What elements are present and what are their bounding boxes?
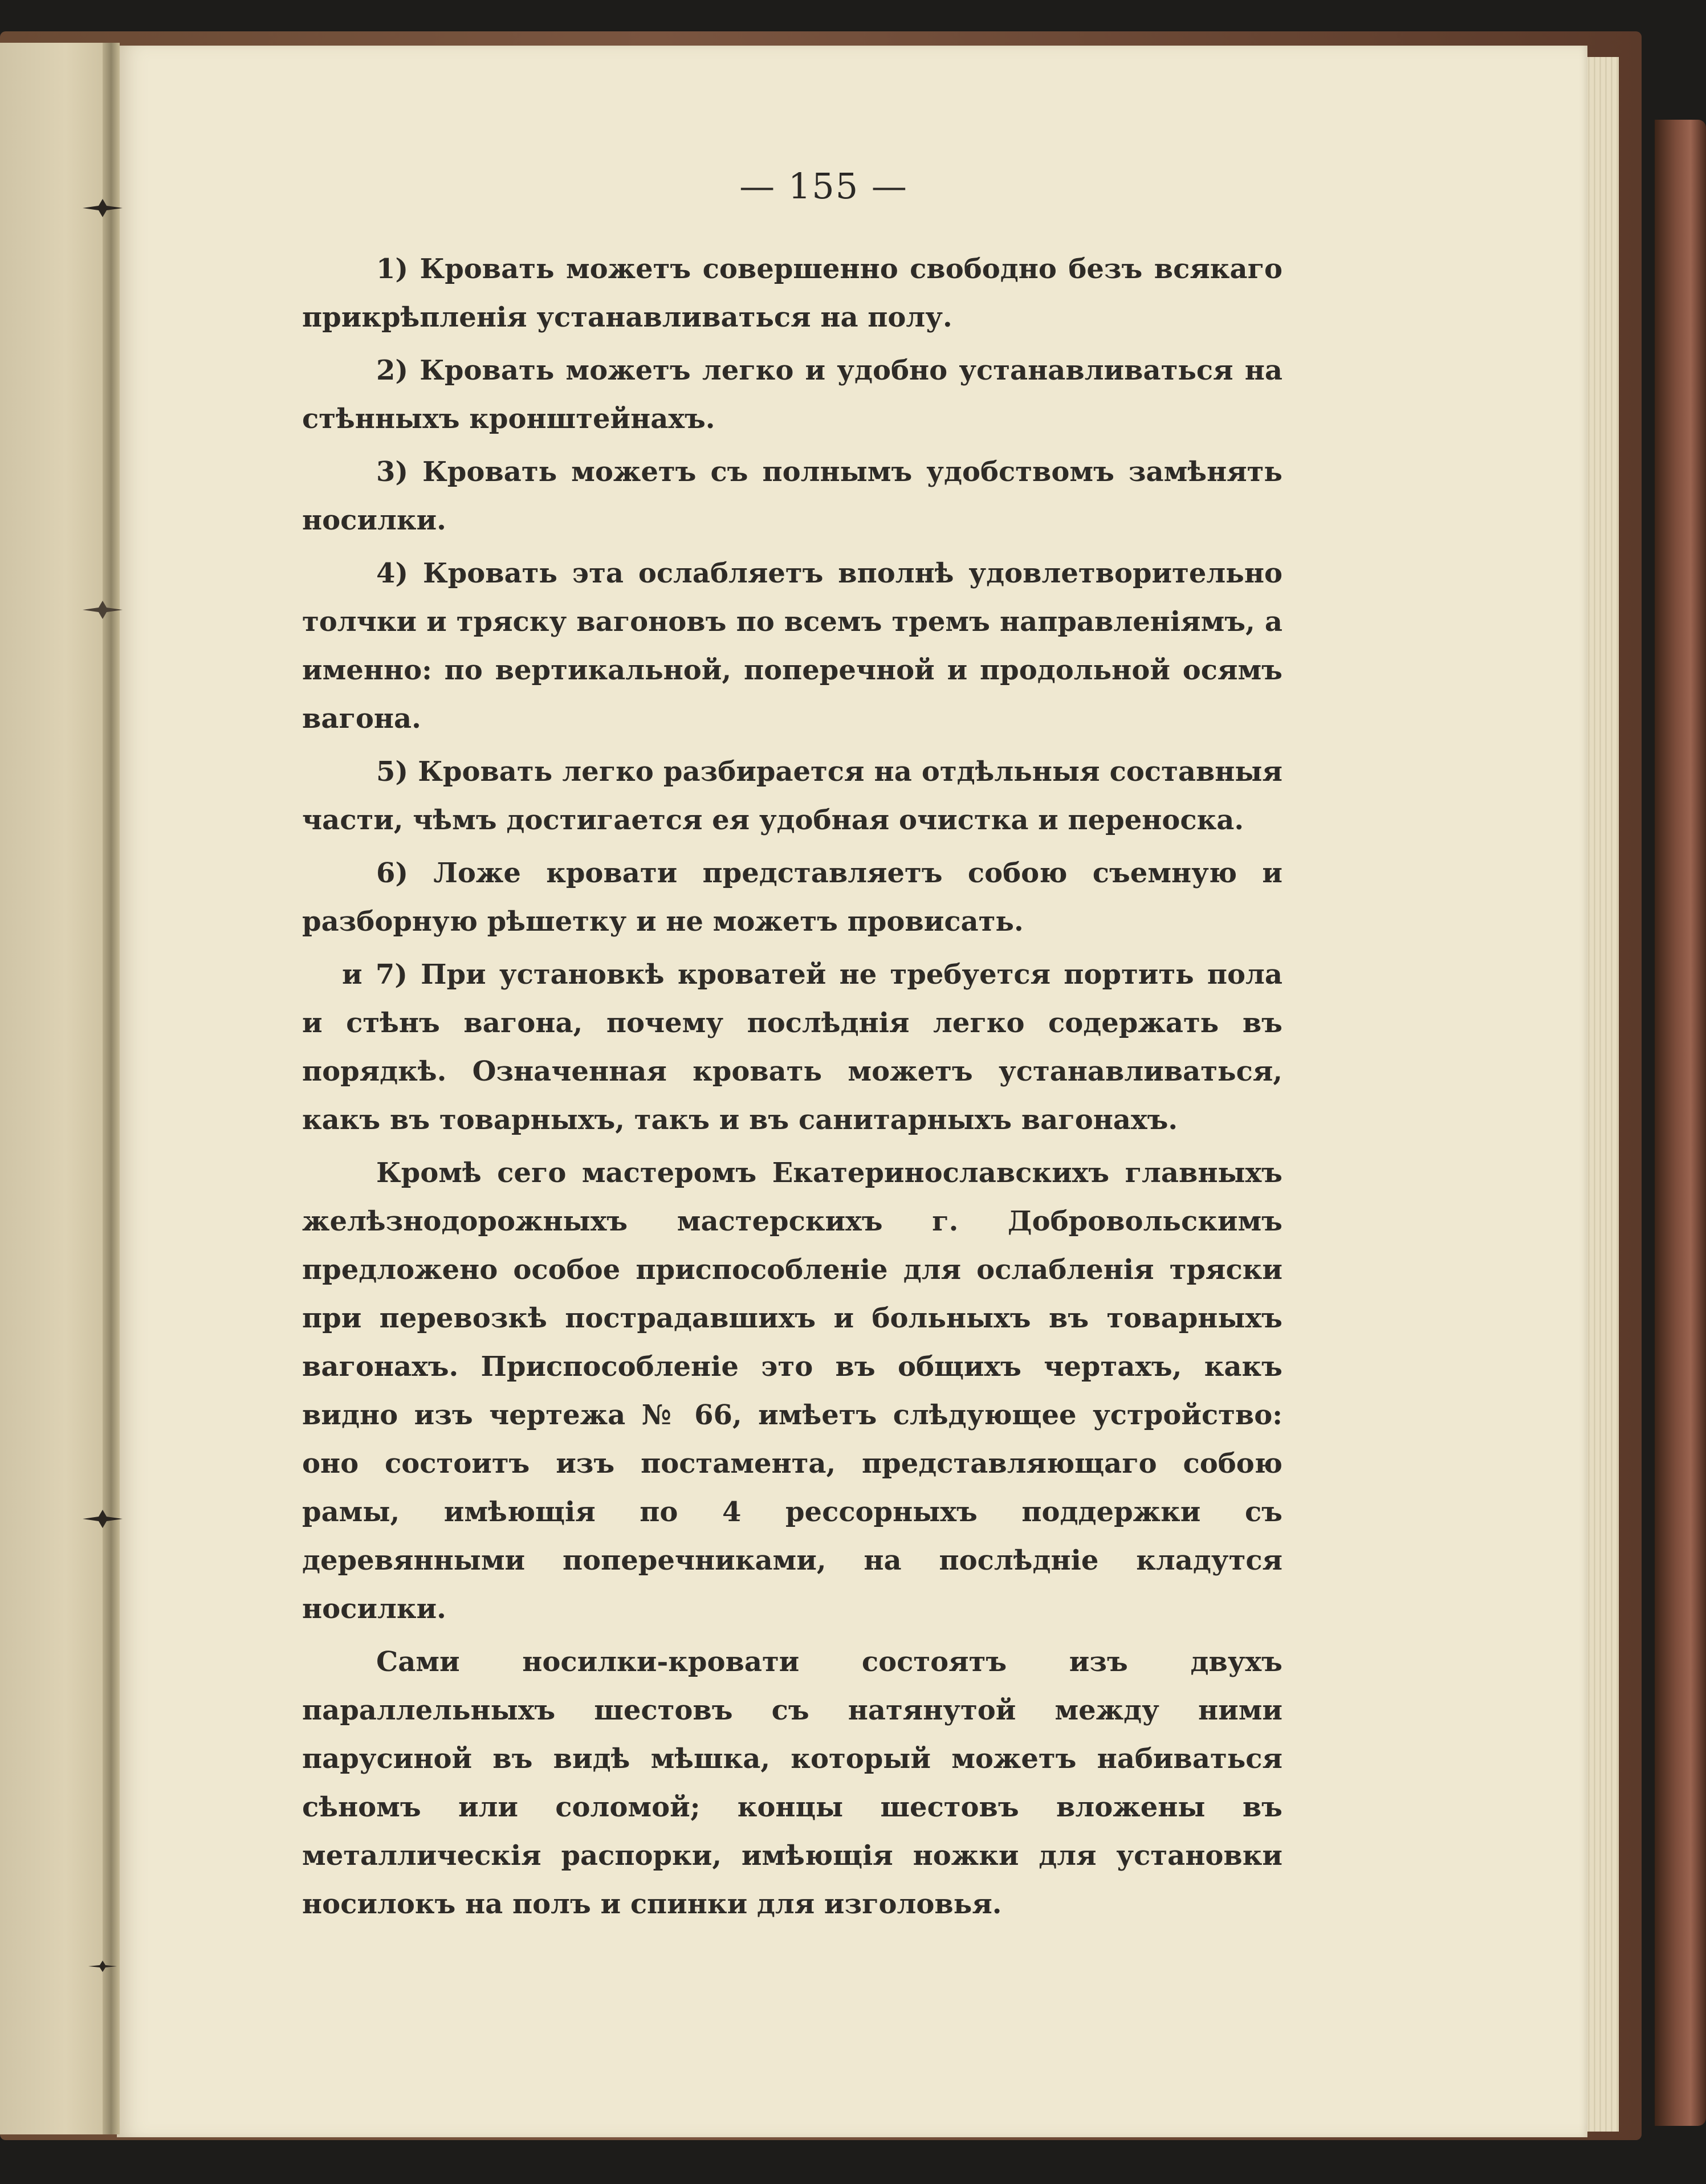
paragraph-item-7: и 7) При установкѣ кроватей не требуется портить пола и стѣнъ вагона, почему послѣднія легко содержать въ порядкѣ. Означенная кровать можетъ устанавливаться, какъ въ товарныхъ, такъ и въ санитарныхъ вагонахъ. — [302, 959, 1282, 1136]
binding-stitch — [83, 598, 123, 621]
paragraph-item-4: 4) Кровать эта ослабляетъ вполнѣ удовлетворительно толчки и тряску вагоновъ по всемъ тремъ направленіямъ, а именно: по вертикальной, поперечной и продольной осямъ вагона. — [302, 557, 1282, 735]
paragraph-item-5: 5) Кровать легко разбирается на отдѣльныя составныя части, чѣмъ достигается ея удобная очистка и переноска. — [302, 756, 1282, 836]
page-number: — 155 — — [739, 165, 908, 207]
paragraph-item-1: 1) Кровать можетъ совершенно свободно безъ всякаго прикрѣпленія устанавливаться на полу. — [302, 253, 1282, 333]
book-cover-edge — [1655, 120, 1706, 2126]
left-page-edge — [0, 43, 120, 2134]
page-body-text — [302, 245, 1282, 1929]
paragraph-item-6: 6) Ложе кровати представляетъ собою съемную и разборную рѣшетку и не можетъ провисать. — [302, 857, 1282, 938]
binding-stitch — [83, 1955, 123, 1978]
book-gutter — [103, 43, 120, 2134]
paragraph-main: Кромѣ сего мастеромъ Екатеринославскихъ главныхъ желѣзнодорожныхъ мастерскихъ г. Добровольскимъ предложено особое приспособленіе для ослабленія тряски при перевозкѣ пострадавшихъ и больныхъ въ товарныхъ вагонахъ. Приспособленіе это въ общихъ чертахъ, какъ видно изъ чертежа № 66, имѣетъ слѣдующее устройство: оно состоитъ изъ постамента, представляющаго собою рамы, имѣющія по 4 рессорныхъ поддержки съ деревянными поперечниками, на послѣдніе кладутся носилки. — [302, 1157, 1282, 1625]
paragraph-item-2: 2) Кровать можетъ легко и удобно устанавливаться на стѣнныхъ кронштейнахъ. — [302, 355, 1282, 435]
paragraph-stretchers: Сами носилки-кровати состоятъ изъ двухъ параллельныхъ шестовъ съ натянутой между ними парусиной въ видѣ мѣшка, который можетъ набиваться сѣномъ или соломой; концы шестовъ вложены въ металлическія распорки, имѣющія ножки для установки носилокъ на полъ и спинки для изголовья. — [302, 1646, 1282, 1920]
paragraph-item-3: 3) Кровать можетъ съ полнымъ удобствомъ замѣнять носилки. — [302, 456, 1282, 536]
binding-stitch — [83, 1507, 123, 1530]
binding-stitch — [83, 197, 123, 219]
